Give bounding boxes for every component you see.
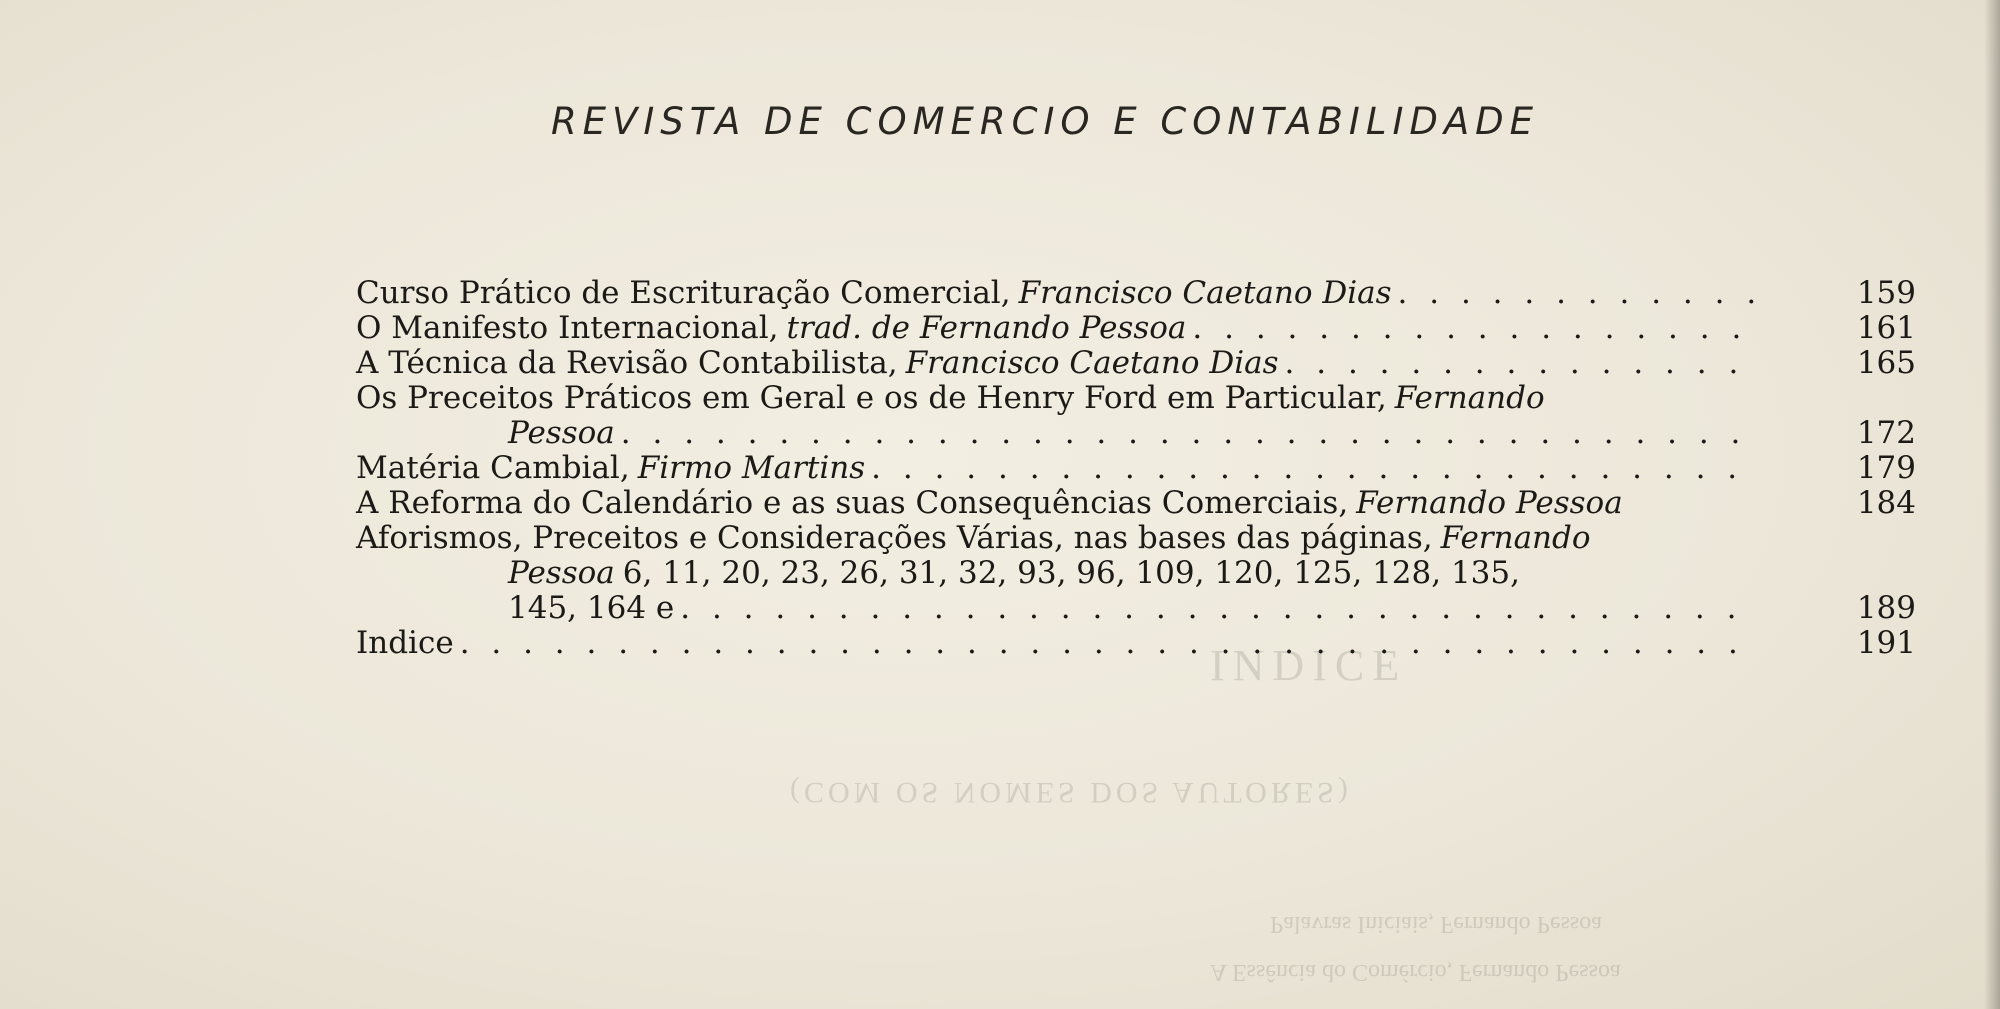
entry-title: A Técnica da Revisão Contabilista, xyxy=(356,345,898,381)
running-header: REVISTA DE COMERCIO E CONTABILIDADE xyxy=(550,100,1540,143)
toc-entry xyxy=(356,626,1916,661)
show-through-subheading: (COM OS NOMES DOS AUTORES) xyxy=(790,776,1352,809)
entry-title: A Reforma do Calendário e as suas Consequências Comerciais, xyxy=(356,485,1349,521)
entry-author: trad. de Fernando Pessoa xyxy=(786,310,1187,346)
entry-title: O Manifesto Internacional, xyxy=(356,310,779,346)
entry-page-list: 6, 11, 20, 23, 26, 31, 32, 93, 96, 109, 120, 125, 128, 135, xyxy=(622,555,1520,591)
page-edge-shadow xyxy=(1984,0,2000,1009)
leader-dots xyxy=(1192,311,1758,346)
toc-entry xyxy=(356,381,1916,451)
entry-page: 179 xyxy=(1856,450,1916,486)
entry-author: Francisco Caetano Dias xyxy=(1018,275,1392,311)
entry-author: Fernando Pessoa xyxy=(1356,485,1623,521)
entry-page: 159 xyxy=(1856,275,1916,311)
leader-dots xyxy=(1285,346,1758,381)
entry-page-list-continued: 145, 164 e xyxy=(508,590,675,626)
entry-author-continued: Pessoa xyxy=(508,415,615,451)
entry-title: Os Preceitos Práticos em Geral e os de Henry Ford em Particular, xyxy=(356,380,1387,416)
entry-title: Aforismos, Preceitos e Considerações Várias, nas bases das páginas, xyxy=(356,520,1433,556)
show-through-heading: INDICE xyxy=(1210,641,1408,690)
entry-page: 165 xyxy=(1856,345,1916,381)
table-of-contents xyxy=(356,276,1916,661)
entry-title: Curso Prático de Escrituração Comercial, xyxy=(356,275,1011,311)
toc-entry xyxy=(356,311,1916,346)
toc-entry xyxy=(356,346,1916,381)
leader-dots xyxy=(871,451,1758,486)
show-through-line-1: Palavras Iniciais, Fernando Pessoa xyxy=(1270,911,1602,937)
entry-page: 189 xyxy=(1856,590,1916,626)
leader-dots xyxy=(460,626,1758,661)
entry-page: 172 xyxy=(1856,415,1916,451)
leader-dots xyxy=(1398,276,1758,311)
entry-title: Matéria Cambial, xyxy=(356,450,630,486)
entry-page: 161 xyxy=(1856,310,1916,346)
entry-author: Francisco Caetano Dias xyxy=(905,345,1279,381)
entry-page: 184 xyxy=(1856,485,1916,521)
entry-title: Indice xyxy=(356,625,454,661)
entry-author: Firmo Martins xyxy=(637,450,866,486)
toc-entry xyxy=(356,521,1916,626)
toc-entry xyxy=(356,276,1916,311)
entry-author: Fernando xyxy=(1440,520,1591,556)
entry-author-continued: Pessoa xyxy=(508,555,615,591)
leader-dots xyxy=(680,591,1758,626)
toc-entry xyxy=(356,451,1916,486)
leader-dots xyxy=(621,416,1758,451)
entry-page: 191 xyxy=(1856,625,1916,661)
toc-entry xyxy=(356,486,1916,521)
entry-author: Fernando xyxy=(1394,380,1545,416)
show-through-line-2: A Essência do Comércio, Fernando Pessoa xyxy=(1210,959,1621,985)
